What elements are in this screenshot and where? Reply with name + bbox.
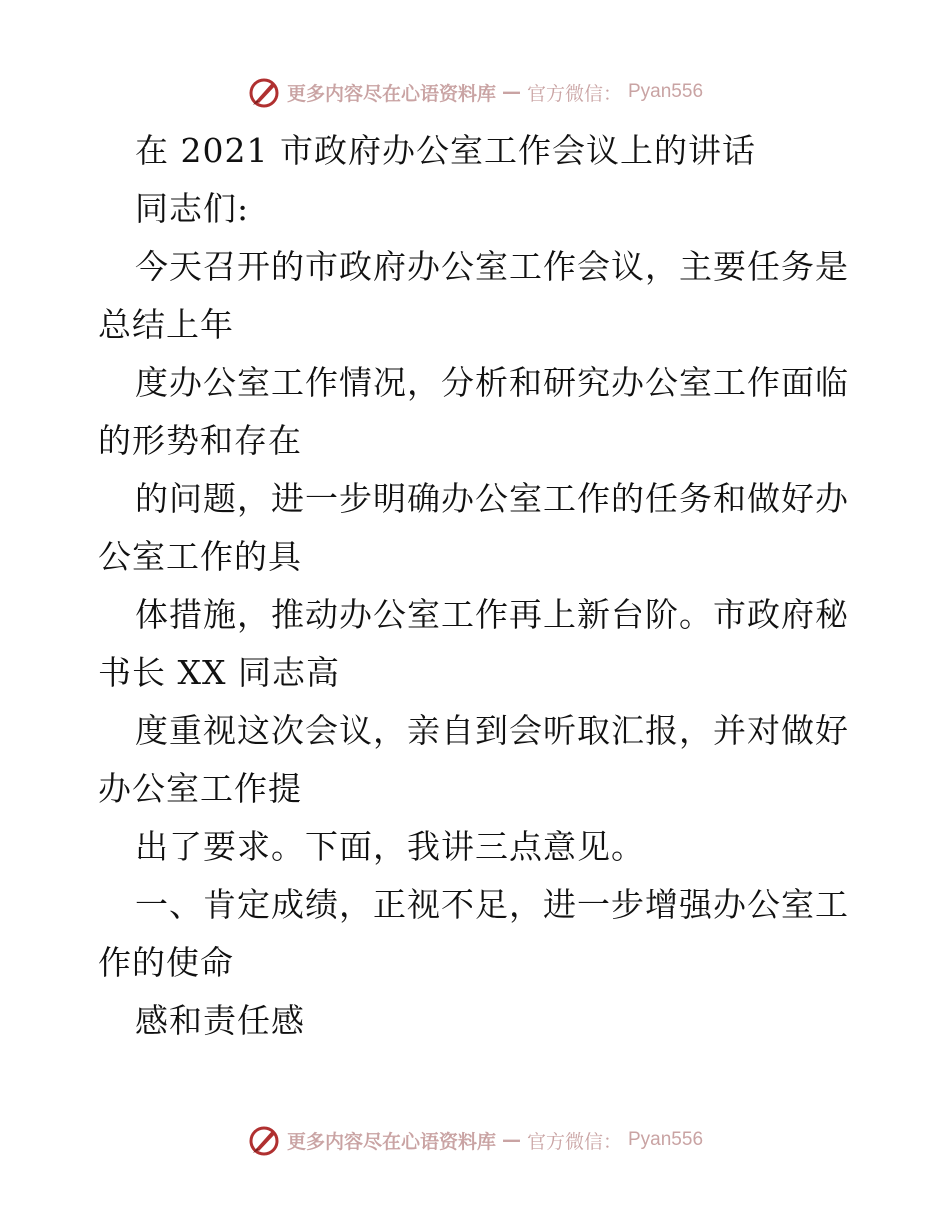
paragraph-line: 的形势和存在: [98, 421, 302, 460]
section-heading-continued: 感和责任感: [135, 1001, 305, 1040]
paragraph-line: 办公室工作提: [98, 769, 302, 808]
banner-wechat-label: 官方微信：: [526, 82, 622, 105]
header-banner: [0, 72, 950, 112]
banner-separator: —: [501, 1129, 521, 1151]
banner-separator: —: [501, 81, 521, 103]
paragraph-line: 总结上年: [98, 305, 234, 344]
banner-wechat-id: Pyan556: [628, 1129, 704, 1150]
banner-wechat-id: Pyan556: [628, 81, 704, 102]
paragraph-line: 今天召开的市政府办公室工作会议，主要任务是: [135, 247, 849, 286]
banner-text: 更多内容尽在心语资料库: [286, 1130, 496, 1153]
quill-pen-logo-icon: [247, 75, 281, 109]
section-heading: 一、肯定成绩，正视不足，进一步增强办公室工: [135, 885, 849, 924]
paragraph-line: 体措施，推动办公室工作再上新台阶。市政府秘: [135, 595, 849, 634]
paragraph-line: 公室工作的具: [98, 537, 302, 576]
paragraph-line: 度办公室工作情况，分析和研究办公室工作面临: [135, 363, 849, 402]
footer-banner: [0, 1120, 950, 1160]
section-heading-continued: 作的使命: [98, 943, 234, 982]
banner-text: 更多内容尽在心语资料库: [286, 82, 496, 105]
paragraph-line: 的问题，进一步明确办公室工作的任务和做好办: [135, 479, 849, 518]
document-title: 在 2021 市政府办公室工作会议上的讲话: [135, 131, 756, 170]
paragraph-line: 度重视这次会议，亲自到会听取汇报，并对做好: [135, 711, 849, 750]
paragraph-line: 书长 XX 同志高: [98, 653, 340, 692]
banner-wechat-label: 官方微信：: [526, 1130, 622, 1153]
salutation: 同志们:: [135, 189, 250, 228]
quill-pen-logo-icon: [247, 1123, 281, 1157]
document-body: [98, 122, 858, 1050]
paragraph-line: 出了要求。下面，我讲三点意见。: [135, 827, 645, 866]
